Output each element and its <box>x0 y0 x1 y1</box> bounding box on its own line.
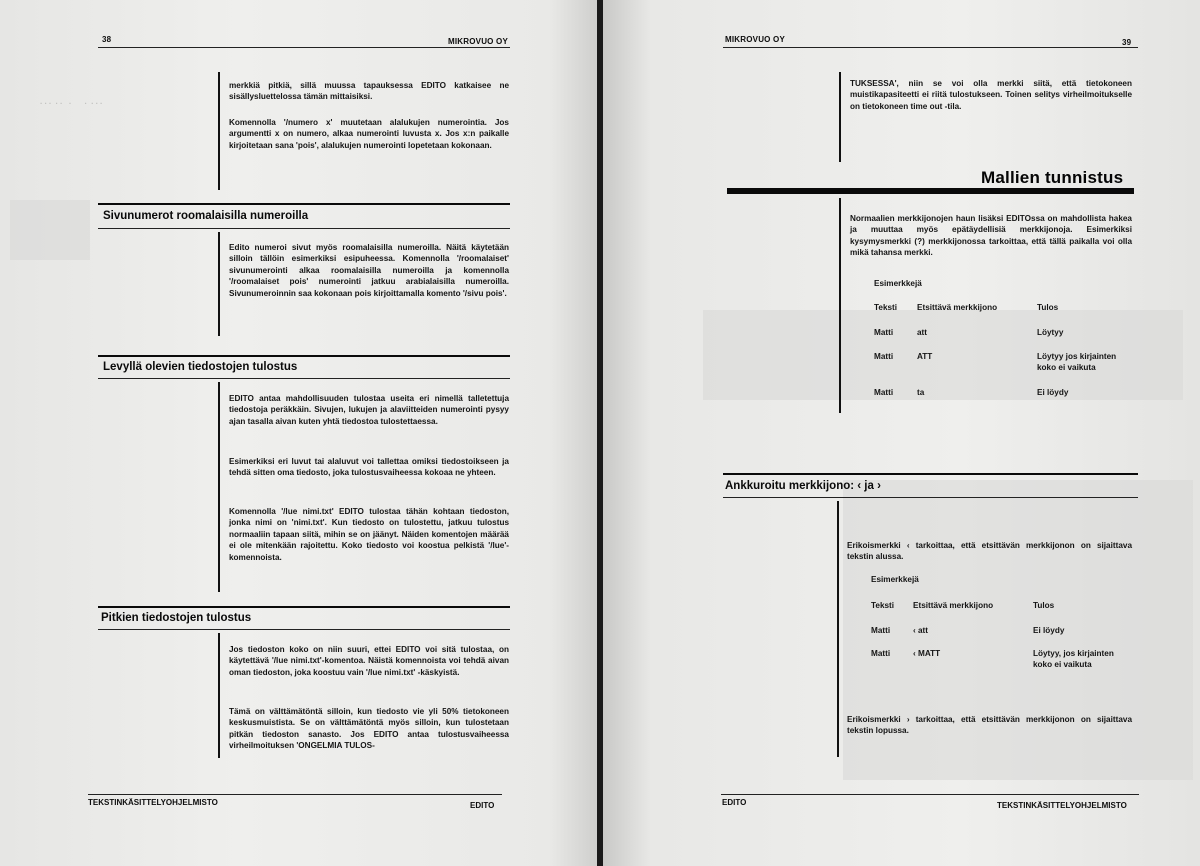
page-number: 38 <box>102 35 112 44</box>
table-cell: ‹ att <box>913 626 929 635</box>
section-rule <box>98 629 510 630</box>
footer-rule <box>88 794 502 795</box>
right-page <box>603 0 1200 866</box>
table-cell: Löytyy <box>1037 328 1064 337</box>
margin-bar <box>218 382 220 592</box>
table-cell: Matti <box>871 626 891 635</box>
margin-bar <box>218 232 220 336</box>
section-rule <box>723 497 1138 498</box>
paragraph: Erikoismerkki › tarkoittaa, että etsittävän merkkijonon on sijaittava tekstin lopussa. <box>847 715 1132 736</box>
table-cell: Matti <box>874 388 894 397</box>
margin-bar <box>218 72 220 190</box>
section-heading: Pitkien tiedostojen tulostus <box>101 612 252 624</box>
paragraph: Komennolla '/numero x' muutetaan alalukujen numerointia. Jos argumentti x on numero, alkaa numerointi luvusta x. Jos x:n paikalle kirjoitetaan sana 'pois', alalukujen numerointi lopetetaan kokonaan. <box>229 118 509 150</box>
section-rule <box>98 378 510 379</box>
table-header: Teksti <box>871 601 895 610</box>
header-title: MIKROVUO OY <box>448 37 508 46</box>
table-cell: ATT <box>917 352 933 361</box>
table-cell: Matti <box>874 352 894 361</box>
table-cell: Ei löydy <box>1033 626 1065 635</box>
section-heading: Ankkuroitu merkkijono: ‹ ja › <box>725 480 881 492</box>
section-rule <box>98 606 510 608</box>
footer-left: TEKSTINKÄSITTELYOHJELMISTO <box>88 798 218 807</box>
table-cell: ‹ MATT <box>913 649 941 658</box>
margin-bar <box>837 501 839 757</box>
paragraph: Normaalien merkkijonojen haun lisäksi EDITOssa on mahdollista hakea ja muuttaa myös epätäydellisiä merkkijonoja. Esimerkiksi kysymysmerkki (?) merkkijonossa tarkoittaa, että tällä paikalla voi olla mikä tahansa merkki. <box>850 214 1132 258</box>
margin-bar <box>218 633 220 758</box>
header-rule <box>98 47 510 48</box>
page-number: 39 <box>1122 38 1132 47</box>
table-cell: Löytyy, jos kirjainten koko ei vaikuta <box>1033 649 1114 669</box>
section-rule <box>98 203 510 205</box>
paragraph: Jos tiedoston koko on niin suuri, ettei EDITO voi sitä tulostaa, on käytettävä '/lue nimi.txt'-komentoa. Näistä komennoista voi tehdä aivan oman tiedoston, joka koostuu vain '/lue nimi.txt' -käskyistä. <box>229 645 509 677</box>
footer-right: TEKSTINKÄSITTELYOHJELMISTO <box>997 801 1127 810</box>
table-cell: Matti <box>874 328 894 337</box>
paragraph: Edito numeroi sivut myös roomalaisilla numeroilla. Näitä käytetään silloin tällöin esimerkiksi esipuheessa. Komennolla '/roomalaiset' sivunumerointi alkaa roomalaisilla numeroilla ja komennolla '/roomalaiset pois' numerointi jatkuu arabialaisilla numeroilla. Sivunumeroinnin saa kokonaan pois kirjoittamalla komento '/sivu pois'. <box>229 243 509 298</box>
bleed-through-text: . . . . . . . . . . <box>40 97 103 106</box>
paragraph: merkkiä pitkiä, sillä muussa tapauksessa EDITO katkaisee ne sisällysluettelossa tämän mittaisiksi. <box>229 81 509 102</box>
example-label: Esimerkkejä <box>871 575 919 584</box>
left-page <box>0 0 597 866</box>
chapter-title: Mallien tunnistus <box>981 168 1124 187</box>
table-header: Etsittävä merkkijono <box>913 601 994 610</box>
table-header: Tulos <box>1033 601 1055 610</box>
footer-right: EDITO <box>470 801 495 810</box>
table-cell: Löytyy jos kirjainten koko ei vaikuta <box>1037 352 1117 372</box>
table-cell: Ei löydy <box>1037 388 1069 397</box>
footer-left: EDITO <box>722 798 747 807</box>
paragraph: TUKSESSA', niin se voi olla merkki siitä, että tietokoneen muistikapasiteetti ei riitä tulostukseen. Toinen selitys virheilmoitukselle on tietokoneen time out -tila. <box>850 79 1132 111</box>
header-rule <box>723 47 1138 48</box>
header-title: MIKROVUO OY <box>725 35 785 44</box>
example-label: Esimerkkejä <box>874 279 922 288</box>
table-cell: Matti <box>871 649 891 658</box>
margin-bar <box>839 198 841 413</box>
table-header: Etsittävä merkkijono <box>917 303 998 312</box>
section-heading: Sivunumerot roomalaisilla numeroilla <box>103 210 309 222</box>
paragraph: Esimerkiksi eri luvut tai alaluvut voi tallettaa omiksi tiedostoikseen ja tehdä sitten oma tiedosto, joka tulostusvaiheessa kokoaa ne yhteen. <box>229 457 509 478</box>
section-heading: Levyllä olevien tiedostojen tulostus <box>103 361 298 373</box>
paragraph: Komennolla '/lue nimi.txt' EDITO tulostaa tähän kohtaan tiedoston, jonka nimi on 'nimi.txt'. Kun tiedosto on tulostettu, jatkuu tulostus normaaliin tapaan siitä, mihin se on jäänyt. Näiden komentojen määrää ei ole mitenkään rajoitettu. Koko tiedosto voi koostua pelkistä '/lue'-komennoista. <box>229 507 509 562</box>
section-rule <box>723 473 1138 475</box>
section-rule <box>98 228 510 229</box>
paragraph: Tämä on välttämätöntä silloin, kun tiedosto vie yli 50% tietokoneen keskusmuistista. Se on välttämätöntä myös silloin, kun tulostetaan pitkän tiedoston sanasto. Jos EDITO antaa tulostusvaiheessa virheilmoituksen 'ONGELMIA TULOS- <box>229 707 509 751</box>
margin-bar <box>839 72 841 162</box>
paper-stain <box>10 200 90 260</box>
table-header: Teksti <box>874 303 898 312</box>
chapter-rule <box>727 188 1134 194</box>
section-rule <box>98 355 510 357</box>
paragraph: EDITO antaa mahdollisuuden tulostaa useita eri nimellä talletettuja tiedostoja peräkkäin. Sivujen, lukujen ja alaviitteiden numerointi pysyy ajan tasalla aivan kuten yhtä tiedostoa tulostettaessa. <box>229 394 509 426</box>
table-cell: att <box>917 328 928 337</box>
paragraph: Erikoismerkki ‹ tarkoittaa, että etsittävän merkkijonon on sijaittava tekstin alussa. <box>847 541 1132 562</box>
table-header: Tulos <box>1037 303 1059 312</box>
table-cell: ta <box>917 388 925 397</box>
footer-rule <box>721 794 1139 795</box>
